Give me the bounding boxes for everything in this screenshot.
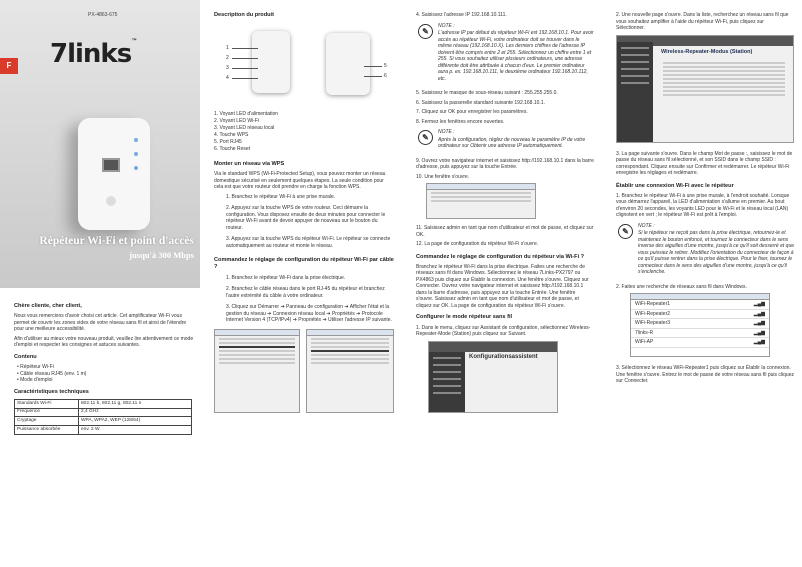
connect-step-1: 1. Branchez le répéteur Wi-Fi à une prise murale, à l'endroit souhaité. Lorsque vous démarrez l'appareil, la LED d'alimentation s'allume en premier. Au bout d'environ 20 secondes, les voyants LED pour le Wi-Fi et le réseau local (LAN) clignotent en vert ; le répéteur Wi-Fi est prêt à l'emploi. bbox=[616, 192, 790, 219]
device-side-image bbox=[326, 33, 370, 95]
list-item: 3. Voyant LED réseau local bbox=[214, 125, 275, 132]
list-item: 1. Branchez le répéteur Wi-Fi à une prise murale. bbox=[226, 193, 336, 200]
note-label: NOTE : bbox=[638, 222, 655, 229]
step-5: 5. Saisissez le masque de sous-réseau suivant : 255.255.255.0. bbox=[416, 90, 558, 96]
note-text: Après la configuration, réglez de nouveau le paramètre IP de votre ordinateur sur Obtenir une adresse IP automatiquement. bbox=[438, 136, 586, 149]
wifi-config-heading: Commandez le réglage de configuration du répéteur via Wi-Fi ? bbox=[416, 253, 585, 260]
network-properties-screenshot bbox=[214, 329, 300, 413]
list-item: • Répéteur Wi-Fi bbox=[17, 364, 194, 371]
step-10: 10. Une fenêtre s'ouvre. bbox=[416, 173, 470, 180]
list-item: 2. Appuyez sur la touche WPS de votre routeur. Ceci démarre la configuration. Vous disposez ensuite de deux minutes pour connecter le répéteur Wi-Fi avant de devoir appuyer de nouveau sur le bouton du routeur. bbox=[226, 205, 386, 231]
step-12: 12. La page de configuration du répéteur Wi-Fi s'ouvre. bbox=[416, 241, 539, 247]
note-box bbox=[616, 223, 794, 276]
cover-image bbox=[0, 0, 200, 288]
step-7: 7. Cliquez sur OK pour enregistrer les paramètres. bbox=[416, 109, 528, 115]
callout-3: 3 bbox=[226, 65, 229, 72]
callout-1: 1 bbox=[226, 45, 229, 52]
list-item: 5. Port RJ45 bbox=[214, 139, 242, 146]
wps-button-graphic bbox=[106, 196, 116, 206]
wifi-config-text: Branchez le répéteur Wi-Fi dans la prise électrique. Faites une recherche de réseaux sans fil dans Windows. Sélectionnez le réseau 7Links-PX2797 ou PX4863 puis cliquez sur Établir la connexion. Une fenêtre s'ouvre. Cliquez sur Connecter. Ouvrez votre navigateur internet et saisissez http://192.168.10.1 dans la barre d'adresse, puis appuyez sur la touche Entrée. Une fenêtre s'ouvre. Saisissez admin en tant que nom d'utilisateur et mot de passe, et cliquez sur OK. La page de configuration du répéteur Wi-Fi s'ouvre. bbox=[416, 263, 589, 309]
specs-heading: Caractéristiques techniques bbox=[14, 388, 89, 395]
intro-paragraph: Nous vous remercions d'avoir choisi cet article. Cet amplificateur Wi-Fi vous permet de couvrir les zones vides de votre réseau sans fil et ainsi de l'étendre pour une meilleure accessibilité. bbox=[14, 313, 187, 333]
callout-5: 5 bbox=[384, 63, 387, 70]
cable-config-heading: Commandez le réglage de configuration du répéteur Wi-Fi par câble ? bbox=[214, 257, 394, 271]
contents-list bbox=[17, 364, 194, 384]
product-code: PX-4863-675 bbox=[88, 12, 118, 18]
product-diagram bbox=[214, 23, 394, 105]
brand-logo: 7links™ bbox=[50, 38, 137, 69]
wps-heading: Monter un réseau via WPS bbox=[214, 160, 285, 167]
note-text: Si le répéteur ne reçoit pas dans la prise électrique, retournez-le et maintenez le bouton enfoncé, et tournez le connecteur dans le sens inverse des aiguilles d'une montre, jusqu'à ce qu'il soit desserré et que vous puissiez le retirer. Modifiez l'orientation du connecteur de façon à ce qu'il puisse rentrer dans la prise électrique. Pour le fixer, tournez le connecteur dans le sens des aiguilles d'une montre, jusqu'à ce qu'il s'enclenche. bbox=[638, 230, 795, 276]
note-icon: ✎ bbox=[618, 224, 633, 239]
list-item: 3. Cliquez sur Démarrer ➔ Panneau de configuration ➔ Afficher l'état et la gestion du réseau ➔ Connexion réseau local ➔ Propriétés ➔ Protocole Internet Version 4 (TCP/IPv4) ➔ Propriétés ➔ Utiliser l'adresse IP suivante. bbox=[226, 304, 392, 324]
wifi-network-item[interactable]: WiFi-Repeater3 ▂▄▆ bbox=[631, 319, 769, 329]
column-ip-setup bbox=[404, 0, 602, 567]
wifi-networks-screenshot bbox=[630, 293, 770, 357]
list-item: • Câble réseau RJ45 (env. 1 m) bbox=[17, 371, 194, 378]
rj45-port bbox=[102, 158, 120, 172]
note-label: NOTE : bbox=[438, 22, 455, 29]
note-icon: ✎ bbox=[418, 130, 433, 145]
step-3: 3. La page suivante s'ouvre. Dans le champ Mot de passe :, saisissez le mot de passe du réseau sans fil sélectionné, et son SSID dans le champ SSID : correspondant. Cliquez ensuite sur Confirmer et redémarrer. Le répéteur Wi-Fi enregistre les réglages et redémarre. bbox=[616, 150, 793, 176]
note-icon: ✎ bbox=[418, 24, 433, 39]
device-front-image bbox=[252, 31, 290, 93]
parts-list bbox=[214, 111, 394, 153]
list-item: 1. Voyant LED d'alimentation bbox=[214, 111, 279, 118]
column-product-description bbox=[202, 0, 402, 567]
table-row: Fréquence 2,4 GHz bbox=[15, 408, 192, 417]
wifi-connection-heading: Établir une connexion Wi-Fi avec le répéteur bbox=[616, 182, 734, 189]
repeater-step-1: 1. Dans le menu, cliquez sur Assistant de configuration, sélectionnez Wireless-Repeater-Mode (Station) puis cliquez sur Suivant. bbox=[416, 324, 591, 338]
product-subtitle: jusqu'à 300 Mbps bbox=[129, 250, 194, 260]
callout-4: 4 bbox=[226, 75, 229, 82]
contents-heading: Contenu bbox=[14, 353, 37, 360]
specs-table bbox=[14, 399, 192, 435]
step-8: 8. Fermez les fenêtres encore ouvertes. bbox=[416, 118, 505, 125]
note-label: NOTE : bbox=[438, 129, 455, 135]
wifi-network-item[interactable]: WiFi-Repeater1 ▂▄▆ bbox=[631, 300, 769, 310]
step-6: 6. Saisissez la passerelle standard suivante 192.168.10.1. bbox=[416, 99, 545, 106]
wifi-network-item[interactable]: 7links-R ▂▄▆ bbox=[631, 329, 769, 339]
list-item: • Mode d'emploi bbox=[17, 377, 194, 384]
ipv4-screenshots bbox=[214, 329, 394, 419]
list-item: 6. Touche Reset bbox=[214, 146, 251, 153]
step-4: 4. Saisissez l'adresse IP 192.168.10.111. bbox=[416, 12, 507, 18]
note-box bbox=[416, 129, 594, 150]
step-2: 2. Une nouvelle page s'ouvre. Dans la liste, recherchez un réseau sans fil que vous souhaitez amplifier à l'aide du répéteur Wi-Fi, puis cliquez sur Sélectionner. bbox=[616, 12, 789, 31]
repeater-device-image bbox=[78, 118, 150, 230]
list-item: 2. Voyant LED Wi-Fi bbox=[214, 118, 260, 125]
wizard-screenshot bbox=[428, 341, 558, 413]
station-mode-screenshot bbox=[616, 35, 794, 143]
table-row: Puissance absorbée env. 2 W bbox=[15, 426, 192, 435]
station-mode-title: Wireless-Repeater-Modus (Station) bbox=[661, 48, 753, 55]
callout-2: 2 bbox=[226, 55, 229, 62]
product-title: Répéteur Wi-Fi et point d'accès bbox=[39, 235, 194, 247]
wifi-network-item[interactable]: WiFi-Repeater2 ▂▄▆ bbox=[631, 310, 769, 320]
note-text: L'adresse IP par défaut du répéteur Wi-Fi est 192.168.10.1. Pour avoir accès au répéteur Wi-Fi, votre ordinateur doit se trouver dans le même réseau (192.168.10.X). Les derniers chiffres de l'adresse IP doivent être compris entre 2 et 255. Sélectionnez un chiffre entre 1 et 255. Si vous souhaitez utiliser plusieurs ordinateurs, une adresse différente doit être attribuée à chacun d'eux. Le premier ordinateur aura p. ex. 192.168.10.111, le deuxième ordinateur 192.168.10.112, etc. bbox=[438, 30, 594, 82]
intro-section bbox=[14, 298, 194, 435]
step-9: 9. Ouvrez votre navigateur internet et saisissez http://192.168.10.1 dans la barre d'adresse, puis appuyez sur la touche Entrée. bbox=[416, 157, 594, 170]
column-cover bbox=[0, 0, 200, 567]
cable-steps bbox=[214, 275, 394, 324]
list-item: 2. Branchez le câble réseau dans le port RJ-45 du répéteur et branchez l'autre extrémité du câble à votre ordinateur. bbox=[226, 286, 385, 299]
greeting-heading: Chère cliente, cher client, bbox=[14, 303, 82, 309]
table-row: Standards Wi-Fi 802.11 b, 802.11 g, 802.11 n bbox=[15, 399, 192, 408]
wps-intro: Via le standard WPS (Wi-Fi-Protected Setup), vous pouvez monter un réseau domestique sécurisé en seulement quelques étapes. La seule condition pour cela est que votre routeur doit prendre en charge la fonction WPS. bbox=[214, 171, 386, 191]
wps-steps bbox=[214, 194, 394, 250]
list-item: 4. Touche WPS bbox=[214, 132, 249, 139]
login-dialog-screenshot bbox=[426, 183, 536, 219]
led-indicators bbox=[134, 138, 138, 198]
connect-step-2: 2. Faites une recherche de réseaux sans fil dans Windows. bbox=[616, 283, 747, 290]
list-item: 3. Appuyez sur la touche WPS du répéteur Wi-Fi. Le répéteur se connecte automatiquement au routeur et monte le réseau. bbox=[226, 236, 391, 249]
wizard-title: Konfigurationsassistent bbox=[469, 353, 538, 360]
table-row: Cryptage WPA, WPA2, WEP (128/64) bbox=[15, 417, 192, 426]
column-repeater-mode bbox=[604, 0, 802, 567]
description-heading: Description du produit bbox=[214, 12, 274, 18]
list-item: 1. Branchez le répéteur Wi-Fi dans la prise électrique. bbox=[226, 274, 346, 281]
callout-6: 6 bbox=[384, 73, 387, 80]
step-11: 11. Saisissez admin en tant que nom d'utilisateur et mot de passe, et cliquez sur OK. bbox=[416, 225, 594, 238]
intro-paragraph: Afin d'utiliser au mieux votre nouveau produit, veuillez lire attentivement ce mode d'emploi et respecter les consignes et astuces suivantes. bbox=[14, 335, 194, 349]
repeater-mode-heading: Configurer le mode répéteur sans fil bbox=[416, 314, 513, 321]
connect-step-3: 3. Sélectionnez le réseau WiFi-Repeater1 puis cliquez sur Établir la connexion. Une fenêtre s'ouvre. Entrez le mot de passe de votre réseau sans fil puis cliquez sur Connecter. bbox=[616, 365, 794, 385]
ipv4-settings-screenshot bbox=[306, 329, 394, 413]
language-tab: F bbox=[0, 58, 18, 74]
wifi-network-item[interactable]: WiFi-AP ▂▄▆ bbox=[631, 338, 769, 348]
note-box bbox=[416, 23, 594, 83]
